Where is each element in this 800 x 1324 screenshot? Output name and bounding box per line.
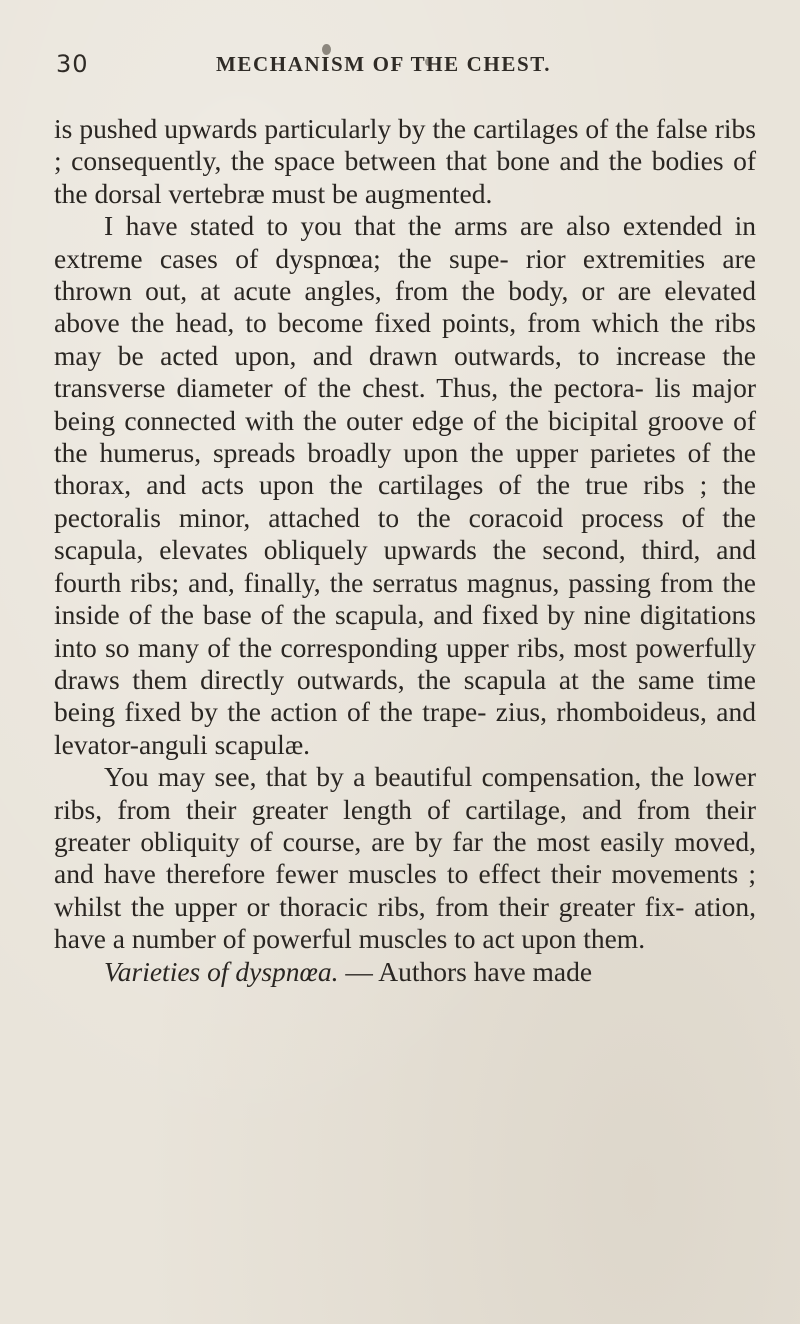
paragraph-2: I have stated to you that the arms are also extended in extreme cases of dyspnœa; the supe- rior extremities are thrown out, at acute angles, from the body, or are elevated above the head, to become fixed points, from which the ribs may be acted upon, and drawn outwards, to increase the transverse diameter of the chest. Thus, the pectora- lis major being connected with the outer edge of the bicipital groove of the humerus, spreads broadly upon the upper parietes of the thorax, and acts upon the cartilages of the true ribs ; the pectoralis minor, attached to the coracoid process of the scapula, elevates obliquely upwards the second, third, and fourth ribs; and, finally, the serratus magnus, passing from the inside of the base of the scapula, and fixed by nine digitations into so many of the corresponding upper ribs, most powerfully draws them directly outwards, the scapula at the same time being fixed by the action of the trape- zius, rhomboideus, and levator-anguli scapulæ. (54, 210, 756, 760)
paragraph-4 (54, 956, 756, 988)
page-number: 30 (56, 50, 89, 78)
section-lead: Varieties of dyspnœa. (104, 955, 339, 987)
body-text (54, 113, 756, 988)
paragraph-3: You may see, that by a beautiful compensation, the lower ribs, from their greater length of cartilage, and from their greater obliquity of course, are by far the most easily moved, and have therefore fewer muscles to effect their movements ; whilst the upper or thoracic ribs, from their greater fix- ation, have a number of powerful muscles to act upon them. (54, 761, 756, 955)
running-head: MECHANISM OF THE CHEST. (216, 52, 552, 76)
paragraph-1: is pushed upwards particularly by the cartilages of the false ribs ; consequently, the space between that bone and the bodies of the dorsal vertebræ must be augmented. (54, 113, 756, 209)
page-header (56, 50, 756, 90)
paragraph-4-text: — Authors have made (338, 955, 593, 987)
